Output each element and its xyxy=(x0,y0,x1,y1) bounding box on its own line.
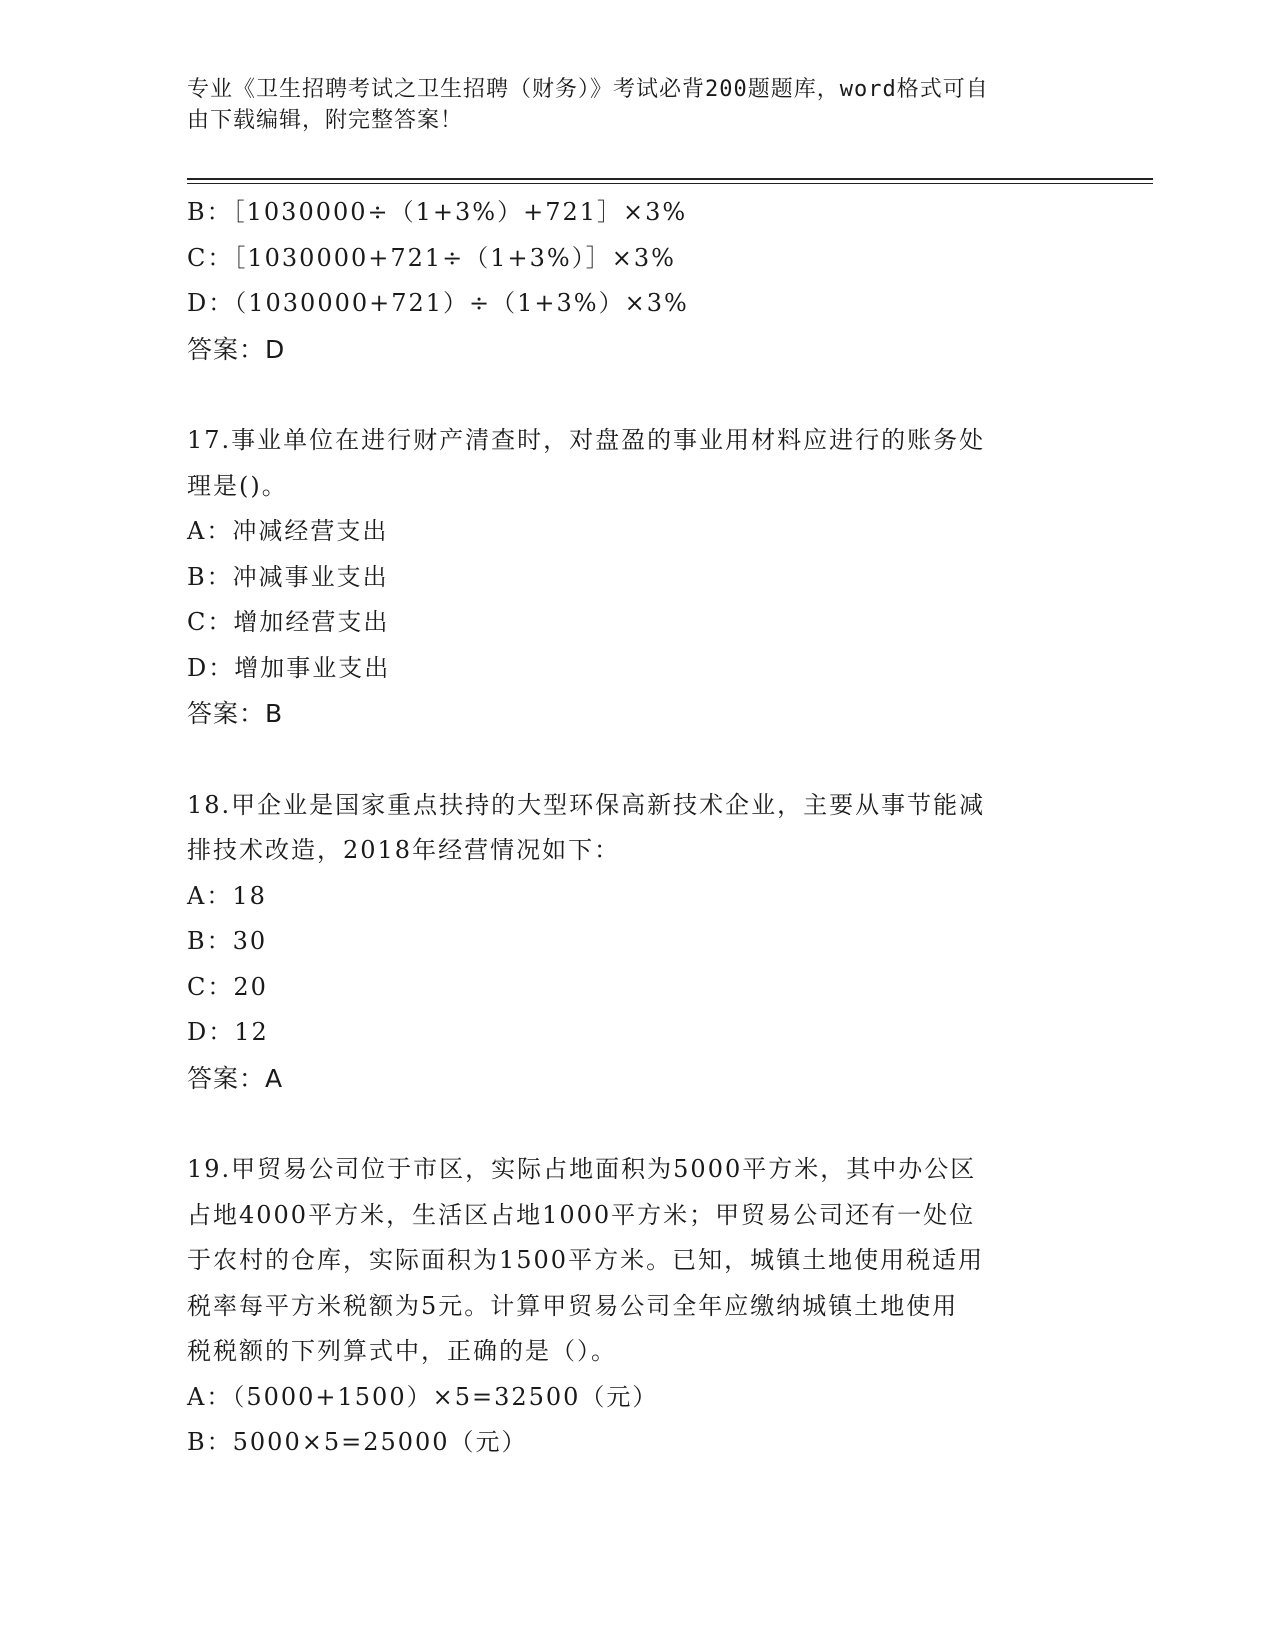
q17-option-a: A：冲减经营支出 xyxy=(187,517,389,545)
document-header xyxy=(187,74,1067,136)
q19-stem-line-2: 占地4000平方米，生活区占地1000平方米；甲贸易公司还有一处位 xyxy=(187,1200,976,1229)
q18-option-a: A：18 xyxy=(187,881,267,910)
question-16-block xyxy=(187,190,1067,372)
q18-stem-line-2: 排技术改造，2018年经营情况如下： xyxy=(187,836,621,864)
q16-answer: 答案：D xyxy=(187,334,286,364)
q17-answer: 答案：B xyxy=(187,699,284,728)
q16-option-b: B：［1030000÷（1+3%）+721］×3% xyxy=(187,198,688,226)
q17-stem-line-1: 17.事业单位在进行财产清查时，对盘盈的事业用材料应进行的账务处 xyxy=(187,426,986,454)
header-line-1: 专业《卫生招聘考试之卫生招聘（财务）》考试必背200题题库，word格式可自 xyxy=(187,77,989,102)
q16-option-c: C：［1030000+721÷（1+3%）］×3% xyxy=(187,243,676,272)
q18-stem-line-1: 18.甲企业是国家重点扶持的大型环保高新技术企业，主要从事节能减 xyxy=(187,790,986,819)
q18-option-b: B：30 xyxy=(187,927,268,955)
q16-option-d: D：（1030000+721）÷（1+3%）×3% xyxy=(187,289,689,317)
q19-stem-line-5: 税税额的下列算式中，正确的是（）。 xyxy=(187,1337,617,1365)
q18-answer: 答案：A xyxy=(187,1063,284,1093)
question-17-block xyxy=(187,418,1067,737)
spacer xyxy=(187,737,1067,783)
question-19-block xyxy=(187,1147,1067,1466)
q19-stem-line-3: 于农村的仓库，实际面积为1500平方米。已知，城镇土地使用税适用 xyxy=(187,1246,985,1274)
q17-option-b: B：冲减事业支出 xyxy=(187,562,389,591)
question-list xyxy=(187,190,1067,1466)
q19-stem-line-4: 税率每平方米税额为5元。计算甲贸易公司全年应缴纳城镇土地使用 xyxy=(187,1291,959,1320)
q19-option-a: A：（5000+1500）×5=32500（元） xyxy=(187,1382,659,1411)
q18-option-c: C：20 xyxy=(187,972,268,1001)
spacer xyxy=(187,372,1067,418)
q18-option-d: D：12 xyxy=(187,1018,269,1046)
spacer xyxy=(187,1101,1067,1147)
header-divider-thin xyxy=(187,183,1153,184)
header-line-2: 由下载编辑，附完整答案！ xyxy=(187,108,464,133)
q17-stem-line-2: 理是()。 xyxy=(187,471,288,500)
q19-option-b: B：5000×5=25000（元） xyxy=(187,1428,528,1456)
q17-option-c: C：增加经营支出 xyxy=(187,608,390,636)
question-18-block xyxy=(187,783,1067,1102)
header-divider-thick xyxy=(187,178,1153,180)
q17-option-d: D：增加事业支出 xyxy=(187,653,391,682)
q19-stem-line-1: 19.甲贸易公司位于市区，实际占地面积为5000平方米，其中办公区 xyxy=(187,1155,977,1183)
